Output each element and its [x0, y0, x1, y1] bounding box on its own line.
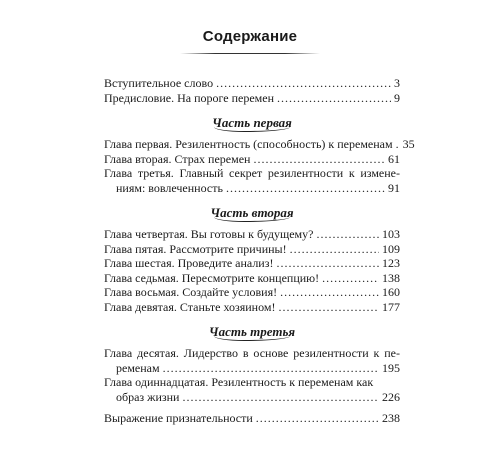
part-heading-1	[104, 115, 400, 131]
toc-entry-title-continued: образ жизни	[116, 389, 180, 404]
toc-entry-page: 103	[382, 227, 400, 241]
toc-entry[interactable]	[104, 256, 400, 271]
toc-entry-title: Глава пятая. Рассмотрите причины!	[104, 241, 287, 256]
toc-entry-page: 138	[382, 270, 400, 285]
toc-entry[interactable]	[104, 390, 400, 405]
toc-entry[interactable]	[104, 271, 400, 286]
toc-entry[interactable]	[104, 137, 415, 152]
toc-entry[interactable]	[104, 152, 400, 167]
toc-entry-title: Глава первая. Резилентность (способность) к переменам	[104, 137, 393, 151]
leader-dots	[226, 181, 385, 196]
toc-entry-title: Глава седьмая. Пересмотрите концепцию!	[104, 270, 320, 285]
toc-entry-line-1[interactable]	[104, 346, 400, 361]
leader-dots	[216, 76, 391, 91]
toc-entry-title: Выражение признательности	[104, 411, 253, 425]
toc-entry-page: 238	[382, 411, 400, 425]
part-heading-text: Часть третья	[208, 324, 296, 339]
contents-title: Содержание	[202, 28, 298, 45]
toc-entry-title-continued: ниям: вовлеченность	[116, 180, 223, 195]
leader-dots	[278, 300, 379, 315]
toc-entry-title: Глава третья. Главный секрет резилентности к измене-	[104, 166, 400, 180]
toc-entry-title: Глава четвертая. Вы готовы к будущему?	[104, 227, 314, 241]
toc-entry-page: 123	[382, 256, 400, 270]
toc-entry[interactable]	[104, 411, 400, 426]
toc-entry-title: Глава шестая. Проведите анализ!	[104, 256, 274, 270]
toc-entry-page: 226	[382, 389, 400, 404]
toc-entry-title: Предисловие. На пороге перемен	[104, 90, 275, 105]
toc-entry[interactable]	[104, 76, 400, 91]
toc-entry-page: 160	[382, 285, 400, 299]
leader-dots	[276, 256, 379, 271]
toc-entry[interactable]	[104, 300, 400, 315]
toc-entry-page: 177	[382, 299, 400, 314]
leader-dots	[163, 361, 379, 376]
toc-entry[interactable]	[104, 242, 400, 257]
toc-entry-title: Глава десятая. Лидерство в основе резилентности к пе-	[104, 346, 400, 360]
part-heading-text: Часть первая	[212, 115, 292, 130]
leader-dots	[280, 285, 379, 300]
part-heading-text: Часть вторая	[210, 205, 294, 220]
toc-entry[interactable]	[104, 361, 400, 376]
toc-entry-page: 195	[382, 360, 400, 375]
leader-dots	[256, 411, 379, 426]
toc-entry-title: Вступительное слово	[104, 76, 214, 90]
part-heading-2	[104, 205, 400, 221]
part-heading-3	[104, 324, 400, 340]
leader-dots	[277, 91, 391, 106]
toc-entry-line-1[interactable]	[104, 375, 400, 390]
leader-dots	[290, 242, 379, 257]
toc-entry-title: Глава восьмая. Создайте условия!	[104, 285, 278, 299]
leader-dots	[316, 227, 379, 242]
toc-entry-page: 109	[382, 241, 400, 256]
toc-entry-page: 61	[388, 151, 400, 166]
table-of-contents	[104, 76, 415, 426]
leader-dots	[322, 271, 379, 286]
toc-entry-page: 35	[402, 137, 415, 151]
toc-entry-title-continued: ременам	[116, 360, 160, 375]
leader-dots	[396, 137, 400, 152]
toc-entry[interactable]	[104, 181, 400, 196]
toc-entry-title: Глава девятая. Станьте хозяином!	[104, 299, 276, 314]
toc-entry-page: 3	[394, 76, 400, 90]
toc-entry-page: 9	[394, 90, 400, 105]
leader-dots	[182, 390, 379, 405]
toc-entry[interactable]	[104, 227, 400, 242]
leader-dots	[253, 152, 385, 167]
toc-entry-title: Глава вторая. Страх перемен	[104, 151, 251, 166]
toc-entry[interactable]	[104, 91, 400, 106]
toc-entry-title: Глава одиннадцатая. Резилентность к переменам как	[104, 375, 374, 389]
title-underline-decoration	[180, 53, 320, 54]
toc-entry-line-1[interactable]	[104, 166, 400, 181]
toc-entry-page: 91	[388, 180, 400, 195]
toc-entry[interactable]	[104, 285, 400, 300]
